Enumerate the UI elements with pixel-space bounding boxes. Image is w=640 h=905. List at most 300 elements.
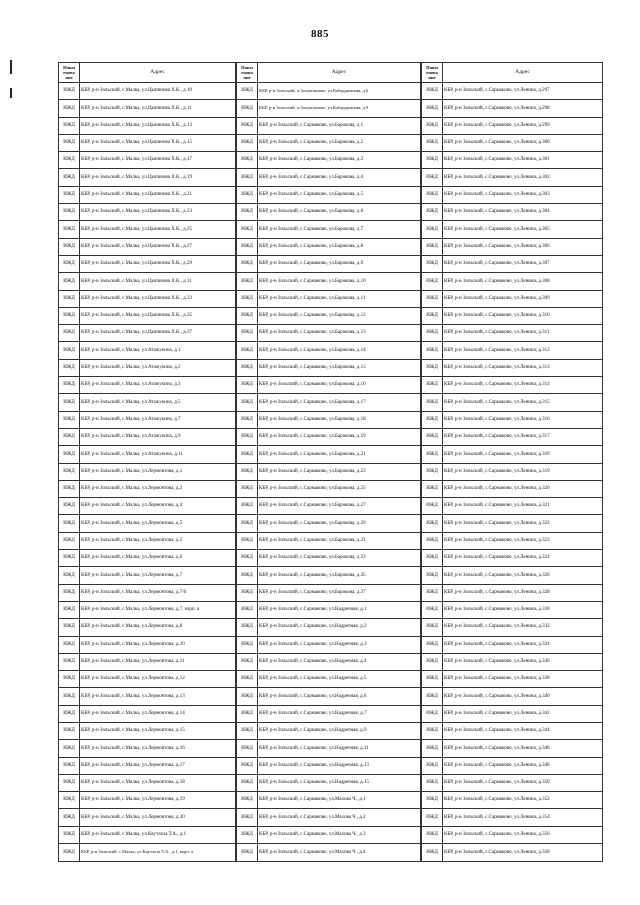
table-row bbox=[59, 221, 236, 238]
object-type-cell: ИЖД bbox=[59, 809, 80, 826]
table-row bbox=[59, 844, 236, 862]
object-type-cell: ИЖД bbox=[422, 532, 443, 549]
object-type-cell: ИЖД bbox=[237, 498, 258, 515]
object-type-cell: ИЖД bbox=[59, 152, 80, 169]
address-cell: КБР, р-н Зольский, с.Малка, ул.Цыпинова Х.К., д.13 bbox=[80, 117, 236, 134]
object-type-cell: ИЖД bbox=[422, 325, 443, 342]
object-type-cell: ИЖД bbox=[59, 722, 80, 739]
object-type-cell: ИЖД bbox=[59, 550, 80, 567]
table-row bbox=[59, 186, 236, 203]
object-type-cell: ИЖД bbox=[237, 463, 258, 480]
address-cell: КБР, р-н Зольский, с.Сармаково, ул.Надречная, д.5 bbox=[258, 671, 421, 688]
address-cell: КБР, р-н Зольский, с.Сармаково, ул.Ленина, д.312 bbox=[443, 342, 603, 359]
address-cell: КБР, р-н Зольский, с.Сармаково, ул.Барокова, д.5 bbox=[258, 186, 421, 203]
margin-mark bbox=[10, 60, 12, 74]
object-type-cell: ИЖД bbox=[237, 134, 258, 151]
object-type-cell: ИЖД bbox=[237, 238, 258, 255]
address-cell: КБР, р-н Зольский, с.Сармаково, ул.Барокова, д.33 bbox=[258, 550, 421, 567]
address-cell: КБР, р-н Зольский, с.Сармаково, ул.Барокова, д.25 bbox=[258, 480, 421, 497]
object-type-cell: ИЖД bbox=[237, 515, 258, 532]
address-cell: КБР, р-н Зольский, с.Сармаково, ул.Ленина, д.318 bbox=[443, 446, 603, 463]
object-type-cell: ИЖД bbox=[422, 394, 443, 411]
address-cell: КБР, р-н Зольский, с.Сармаково, ул.Ленина, д.334 bbox=[443, 636, 603, 653]
address-cell: КБР, р-н Зольский, с.Сармаково, ул.Барокова, д.10 bbox=[258, 273, 421, 290]
table-row bbox=[422, 325, 603, 342]
address-cell: КБР, р-н Зольский, с.Малка, ул.Цыпинова Х.К., д.35 bbox=[80, 307, 236, 324]
address-cell: КБР, р-н Зольский, с.Сармаково, ул.Ленина, д.326 bbox=[443, 567, 603, 584]
address-cell: КБР, р-н Зольский, с.Сармаково, ул.Барокова, д.8 bbox=[258, 238, 421, 255]
address-cell: КБР, р-н Зольский, с.Сармаково, ул.Ленина, д.354 bbox=[443, 809, 603, 826]
object-type-cell: ИЖД bbox=[422, 307, 443, 324]
table-row bbox=[59, 238, 236, 255]
object-type-cell: ИЖД bbox=[59, 601, 80, 618]
address-cell: КБР, р-н Зольский, с.Сармаково, ул.Надречная, д.11 bbox=[258, 740, 421, 757]
address-cell: КБР, р-н Зольский, с.Сармаково, ул.Ленина, д.310 bbox=[443, 307, 603, 324]
object-type-cell: ИЖД bbox=[59, 619, 80, 636]
address-cell: КБР, р-н Зольский, с.Сармаково, ул.Надречная, д.6 bbox=[258, 688, 421, 705]
address-cell: КБР, р-н Зольский, с.Сармаково, ул.Барокова, д.3 bbox=[258, 152, 421, 169]
object-type-cell: ИЖД bbox=[422, 273, 443, 290]
table-row bbox=[237, 757, 421, 774]
object-type-cell: ИЖД bbox=[237, 480, 258, 497]
address-cell: КБР, р-н Зольский, п.Залукокоаже, ул.Кабардинская, д.9 bbox=[258, 100, 421, 117]
table-row bbox=[59, 359, 236, 376]
table-row bbox=[237, 152, 421, 169]
object-type-cell: ИЖД bbox=[237, 792, 258, 809]
margin-mark bbox=[10, 88, 12, 98]
address-cell: КБР, р-н Зольский, с.Сармаково, ул.Ленина, д.308 bbox=[443, 273, 603, 290]
table-row bbox=[59, 204, 236, 221]
table-row bbox=[59, 601, 236, 618]
object-type-cell: ИЖД bbox=[422, 117, 443, 134]
table-row bbox=[237, 619, 421, 636]
object-type-cell: ИЖД bbox=[59, 186, 80, 203]
table-row bbox=[422, 83, 603, 100]
object-type-cell: ИЖД bbox=[59, 636, 80, 653]
object-type-cell: ИЖД bbox=[237, 117, 258, 134]
object-type-cell: ИЖД bbox=[422, 601, 443, 618]
table-row bbox=[422, 774, 603, 791]
address-cell: КБР, р-н Зольский, с.Сармаково, ул.Барокова, д.16 bbox=[258, 377, 421, 394]
table-row bbox=[59, 342, 236, 359]
object-type-cell: ИЖД bbox=[422, 152, 443, 169]
address-cell: КБР, р-н Зольский, с.Сармаково, ул.Ленина, д.350 bbox=[443, 774, 603, 791]
object-type-cell: ИЖД bbox=[422, 83, 443, 100]
object-type-cell: ИЖД bbox=[59, 204, 80, 221]
address-cell: КБР, р-н Зольский, с.Сармаково, ул.Ленина, д.315 bbox=[443, 394, 603, 411]
address-cell: КБР, р-н Зольский, с.Сармаково, ул.Барокова, д.18 bbox=[258, 411, 421, 428]
object-type-cell: ИЖД bbox=[59, 584, 80, 601]
address-cell: КБР, р-н Зольский, с.Сармаково, ул.Ленина, д.328 bbox=[443, 584, 603, 601]
object-type-cell: ИЖД bbox=[59, 463, 80, 480]
table-row bbox=[237, 844, 421, 862]
object-type-cell: ИЖД bbox=[422, 740, 443, 757]
type-column-header: Наим енова ние bbox=[237, 63, 258, 83]
object-type-cell: ИЖД bbox=[237, 705, 258, 722]
address-cell: КБР, р-н Зольский, с.Сармаково, ул.Махова Ч., д.1 bbox=[258, 792, 421, 809]
object-type-cell: ИЖД bbox=[422, 584, 443, 601]
table-row bbox=[422, 844, 603, 862]
object-type-cell: ИЖД bbox=[59, 359, 80, 376]
address-column-header: Адрес bbox=[80, 63, 236, 83]
table-row bbox=[422, 463, 603, 480]
address-cell: КБР, р-н Зольский, с.Малка, ул.Цыпинова Х.К., д.10 bbox=[80, 83, 236, 100]
address-cell: КБР, р-н Зольский, с.Сармаково, ул.Ленина, д.319 bbox=[443, 463, 603, 480]
object-type-cell: ИЖД bbox=[237, 359, 258, 376]
table-row bbox=[237, 498, 421, 515]
address-cell: КБР, р-н Зольский, с.Малка, ул.Цыпинова Х.К., д.19 bbox=[80, 169, 236, 186]
table-row bbox=[59, 411, 236, 428]
object-type-cell: ИЖД bbox=[59, 342, 80, 359]
object-type-cell: ИЖД bbox=[237, 671, 258, 688]
table-row bbox=[422, 550, 603, 567]
address-cell: КБР, р-н Зольский, с.Сармаково, ул.Ленина, д.297 bbox=[443, 83, 603, 100]
address-cell: КБР, р-н Зольский, с.Сармаково, ул.Ленина, д.314 bbox=[443, 377, 603, 394]
table-row bbox=[422, 722, 603, 739]
address-cell: КБР, р-н Зольский, с.Малка, ул.Цыпинова Х.К., д.29 bbox=[80, 255, 236, 272]
address-cell: КБР, р-н Зольский, с.Малка, ул.Атажукина, д.11 bbox=[80, 446, 236, 463]
table-row bbox=[422, 377, 603, 394]
address-cell: КБР, р-н Зольский, с.Сармаково, ул.Барокова, д.27 bbox=[258, 498, 421, 515]
address-cell: КБР, р-н Зольский, с.Малка, ул.Лермонтова, д.13 bbox=[80, 688, 236, 705]
table-row bbox=[237, 636, 421, 653]
address-column-header: Адрес bbox=[443, 63, 603, 83]
address-cell: КБР, р-н Зольский, с.Сармаково, ул.Ленина, д.317 bbox=[443, 428, 603, 445]
address-cell: КБР, р-н Зольский, с.Сармаково, ул.Ленина, д.306 bbox=[443, 238, 603, 255]
address-cell: КБР, р-н Зольский, с.Сармаково, ул.Ленина, д.342 bbox=[443, 705, 603, 722]
table-row bbox=[237, 463, 421, 480]
table-row bbox=[422, 757, 603, 774]
object-type-cell: ИЖД bbox=[59, 705, 80, 722]
address-cell: КБР, р-н Зольский, п.Залукокоаже, ул.Кабардинская, д.6 bbox=[258, 83, 421, 100]
table-row bbox=[422, 567, 603, 584]
table-row bbox=[422, 792, 603, 809]
table-row bbox=[422, 221, 603, 238]
address-cell: КБР, р-н Зольский, с.Сармаково, ул.Надречная, д.9 bbox=[258, 722, 421, 739]
object-type-cell: ИЖД bbox=[59, 255, 80, 272]
object-type-cell: ИЖД bbox=[422, 446, 443, 463]
address-cell: КБР, р-н Зольский, с.Малка, ул.Лермонтова, д.6 bbox=[80, 550, 236, 567]
address-cell: КБР, р-н Зольский, с.Сармаково, ул.Барокова, д.11 bbox=[258, 290, 421, 307]
object-type-cell: ИЖД bbox=[237, 757, 258, 774]
address-cell: КБР, р-н Зольский, с.Малка, ул.Цыпинова Х.К., д.27 bbox=[80, 238, 236, 255]
object-type-cell: ИЖД bbox=[237, 722, 258, 739]
address-cell: КБР, р-н Зольский, с.Сармаково, ул.Барокова, д.23 bbox=[258, 463, 421, 480]
object-type-cell: ИЖД bbox=[59, 653, 80, 670]
address-cell: КБР, р-н Зольский, с.Сармаково, ул.Надречная, д.2 bbox=[258, 619, 421, 636]
table-row bbox=[59, 428, 236, 445]
table-row bbox=[237, 204, 421, 221]
object-type-cell: ИЖД bbox=[422, 169, 443, 186]
table-row bbox=[237, 705, 421, 722]
address-cell: КБР, р-н Зольский, с.Сармаково, ул.Барокова, д.13 bbox=[258, 325, 421, 342]
object-type-cell: ИЖД bbox=[59, 688, 80, 705]
address-cell: КБР, р-н Зольский, с.Сармаково, ул.Ленина, д.340 bbox=[443, 688, 603, 705]
table-row bbox=[237, 653, 421, 670]
table-row bbox=[422, 532, 603, 549]
table-row bbox=[59, 653, 236, 670]
object-type-cell: ИЖД bbox=[422, 100, 443, 117]
table-row bbox=[59, 394, 236, 411]
address-cell: КБР, р-н Зольский, с.Сармаково, ул.Ленина, д.358 bbox=[443, 844, 603, 862]
address-cell: КБР, р-н Зольский, с.Сармаково, ул.Надречная, д.13 bbox=[258, 757, 421, 774]
address-cell: КБР, р-н Зольский, с.Сармаково, ул.Ленина, д.332 bbox=[443, 619, 603, 636]
table-row bbox=[422, 359, 603, 376]
address-cell: КБР, р-н Зольский, с.Сармаково, ул.Барокова, д.6 bbox=[258, 204, 421, 221]
address-cell: КБР, р-н Зольский, с.Сармаково, ул.Ленина, д.348 bbox=[443, 757, 603, 774]
address-cell: КБР, р-н Зольский, с.Сармаково, ул.Надречная, д.3 bbox=[258, 636, 421, 653]
table-row bbox=[422, 169, 603, 186]
object-type-cell: ИЖД bbox=[237, 774, 258, 791]
table-row bbox=[59, 774, 236, 791]
table-row bbox=[237, 774, 421, 791]
table-row bbox=[422, 584, 603, 601]
table-row bbox=[237, 134, 421, 151]
table-row bbox=[422, 273, 603, 290]
object-type-cell: ИЖД bbox=[422, 342, 443, 359]
object-type-cell: ИЖД bbox=[237, 653, 258, 670]
table-header-row bbox=[422, 63, 603, 83]
address-cell: КБР, р-н Зольский, с.Сармаково, ул.Ленина, д.311 bbox=[443, 325, 603, 342]
address-cell: КБР, р-н Зольский, с.Сармаково, ул.Барокова, д.21 bbox=[258, 446, 421, 463]
table-row bbox=[422, 100, 603, 117]
address-cell: КБР, р-н Зольский, с.Малка, ул.Лермонтова, д.18 bbox=[80, 774, 236, 791]
table-row bbox=[237, 740, 421, 757]
object-type-cell: ИЖД bbox=[237, 619, 258, 636]
address-cell: КБР, р-н Зольский, с.Малка, ул.Лермонтова, д.17 bbox=[80, 757, 236, 774]
table-row bbox=[59, 792, 236, 809]
object-type-cell: ИЖД bbox=[59, 740, 80, 757]
table-row bbox=[59, 290, 236, 307]
object-type-cell: ИЖД bbox=[422, 221, 443, 238]
object-type-cell: ИЖД bbox=[237, 550, 258, 567]
object-type-cell: ИЖД bbox=[237, 584, 258, 601]
object-type-cell: ИЖД bbox=[59, 792, 80, 809]
table-row bbox=[59, 671, 236, 688]
table-row bbox=[422, 826, 603, 843]
address-cell: КБР, р-н Зольский, с.Сармаково, ул.Барокова, д.15 bbox=[258, 359, 421, 376]
address-cell: КБР, р-н Зольский, с.Сармаково, ул.Махова Ч., д.2 bbox=[258, 809, 421, 826]
table-row bbox=[237, 255, 421, 272]
table-row bbox=[422, 238, 603, 255]
table-row bbox=[422, 204, 603, 221]
table-row bbox=[59, 757, 236, 774]
table-row bbox=[59, 480, 236, 497]
object-type-cell: ИЖД bbox=[59, 498, 80, 515]
table-row bbox=[237, 515, 421, 532]
table-row bbox=[237, 446, 421, 463]
object-type-cell: ИЖД bbox=[59, 480, 80, 497]
table-row bbox=[237, 186, 421, 203]
object-type-cell: ИЖД bbox=[237, 83, 258, 100]
table-row bbox=[237, 532, 421, 549]
object-type-cell: ИЖД bbox=[59, 100, 80, 117]
object-type-cell: ИЖД bbox=[422, 722, 443, 739]
object-type-cell: ИЖД bbox=[422, 428, 443, 445]
address-cell: КБР, р-н Зольский, с.Сармаково, ул.Ленина, д.304 bbox=[443, 204, 603, 221]
table-row bbox=[59, 688, 236, 705]
table-row bbox=[422, 619, 603, 636]
object-type-cell: ИЖД bbox=[237, 221, 258, 238]
object-type-cell: ИЖД bbox=[422, 550, 443, 567]
table-row bbox=[59, 83, 236, 100]
object-type-cell: ИЖД bbox=[237, 688, 258, 705]
object-type-cell: ИЖД bbox=[422, 238, 443, 255]
table-row bbox=[237, 722, 421, 739]
table-row bbox=[422, 342, 603, 359]
table-row bbox=[237, 238, 421, 255]
address-cell: КБР, р-н Зольский, с.Малка, ул.Атажукина, д.9 bbox=[80, 428, 236, 445]
address-cell: КБР, р-н Зольский, с.Малка, ул.Лермонтова, д.11 bbox=[80, 653, 236, 670]
object-type-cell: ИЖД bbox=[422, 844, 443, 862]
table-row bbox=[59, 619, 236, 636]
object-type-cell: ИЖД bbox=[237, 446, 258, 463]
table-row bbox=[59, 273, 236, 290]
table-row bbox=[237, 688, 421, 705]
table-row bbox=[422, 515, 603, 532]
object-type-cell: ИЖД bbox=[59, 428, 80, 445]
table-row bbox=[59, 307, 236, 324]
address-cell: КБР, р-н Зольский, с.Сармаково, ул.Барокова, д.29 bbox=[258, 515, 421, 532]
table-row bbox=[237, 428, 421, 445]
object-type-cell: ИЖД bbox=[237, 394, 258, 411]
table-row bbox=[422, 186, 603, 203]
table-row bbox=[237, 480, 421, 497]
table-row bbox=[59, 100, 236, 117]
address-cell: КБР, р-н Зольский, с.Сармаково, ул.Ленина, д.313 bbox=[443, 359, 603, 376]
table-row bbox=[237, 809, 421, 826]
address-column-header: Адрес bbox=[258, 63, 421, 83]
object-type-cell: ИЖД bbox=[237, 636, 258, 653]
address-cell: КБР, р-н Зольский, с.Сармаково, ул.Махова Ч., д.3 bbox=[258, 826, 421, 843]
object-type-cell: ИЖД bbox=[59, 325, 80, 342]
address-cell: КБР, р-н Зольский, с.Сармаково, ул.Барокова, д.14 bbox=[258, 342, 421, 359]
object-type-cell: ИЖД bbox=[59, 83, 80, 100]
object-type-cell: ИЖД bbox=[59, 134, 80, 151]
table-row bbox=[59, 722, 236, 739]
address-cell: КБР, р-н Зольский, с.Сармаково, ул.Надречная, д.7 bbox=[258, 705, 421, 722]
address-cell: КБР, р-н Зольский, с.Сармаково, ул.Ленина, д.305 bbox=[443, 221, 603, 238]
object-type-cell: ИЖД bbox=[422, 480, 443, 497]
table-row bbox=[59, 463, 236, 480]
table-row bbox=[422, 636, 603, 653]
object-type-cell: ИЖД bbox=[422, 636, 443, 653]
address-cell: КБР, р-н Зольский, с.Сармаково, ул.Ленина, д.352 bbox=[443, 792, 603, 809]
table-row bbox=[59, 550, 236, 567]
address-cell: КБР, р-н Зольский, с.Сармаково, ул.Барокова, д.1 bbox=[258, 117, 421, 134]
table-row bbox=[422, 411, 603, 428]
address-cell: КБР, р-н Зольский, с.Малка, ул.Цыпинова Х.К., д.33 bbox=[80, 290, 236, 307]
address-cell: КБР, р-н Зольский, с.Малка, ул.Цыпинова Х.К., д.23 bbox=[80, 204, 236, 221]
address-cell: КБР, р-н Зольский, с.Малка, ул.Цыпинова Х.К., д.21 bbox=[80, 186, 236, 203]
address-cell: КБР, р-н Зольский, с.Малка, ул.Лермонтова, д.3 bbox=[80, 498, 236, 515]
object-type-cell: ИЖД bbox=[59, 238, 80, 255]
address-cell: КБР, р-н Зольский, с.Сармаково, ул.Ленина, д.302 bbox=[443, 169, 603, 186]
object-type-cell: ИЖД bbox=[59, 446, 80, 463]
address-cell: КБР, р-н Зольский, с.Сармаково, ул.Ленина, д.300 bbox=[443, 134, 603, 151]
object-type-cell: ИЖД bbox=[59, 411, 80, 428]
address-cell: КБР, р-н Зольский, с.Сармаково, ул.Ленина, д.301 bbox=[443, 152, 603, 169]
address-cell: КБР, р-н Зольский, с.Малка, ул.Кяутлоза Т.А., д.1, корп. а bbox=[80, 844, 236, 862]
object-type-cell: ИЖД bbox=[237, 186, 258, 203]
table-row bbox=[59, 584, 236, 601]
table-row bbox=[422, 117, 603, 134]
address-cell: КБР, р-н Зольский, с.Малка, ул.Цыпинова Х.К., д.25 bbox=[80, 221, 236, 238]
table-row bbox=[237, 100, 421, 117]
address-cell: КБР, р-н Зольский, с.Сармаково, ул.Барокова, д.2 bbox=[258, 134, 421, 151]
object-type-cell: ИЖД bbox=[422, 463, 443, 480]
table-row bbox=[237, 290, 421, 307]
address-cell: КБР, р-н Зольский, с.Сармаково, ул.Ленина, д.322 bbox=[443, 515, 603, 532]
table-row bbox=[422, 307, 603, 324]
table-row bbox=[59, 826, 236, 843]
address-cell: КБР, р-н Зольский, с.Сармаково, ул.Барокова, д.31 bbox=[258, 532, 421, 549]
address-cell: КБР, р-н Зольский, с.Малка, ул.Лермонтова, д.5 bbox=[80, 515, 236, 532]
table-row bbox=[422, 134, 603, 151]
table-row bbox=[422, 290, 603, 307]
table-row bbox=[422, 255, 603, 272]
table-row bbox=[422, 601, 603, 618]
object-type-cell: ИЖД bbox=[237, 325, 258, 342]
table-row bbox=[237, 117, 421, 134]
table-row bbox=[237, 567, 421, 584]
object-type-cell: ИЖД bbox=[237, 169, 258, 186]
object-type-cell: ИЖД bbox=[237, 567, 258, 584]
object-type-cell: ИЖД bbox=[59, 394, 80, 411]
object-type-cell: ИЖД bbox=[59, 117, 80, 134]
table-row bbox=[237, 671, 421, 688]
object-type-cell: ИЖД bbox=[422, 498, 443, 515]
object-type-cell: ИЖД bbox=[422, 134, 443, 151]
address-cell: КБР, р-н Зольский, с.Малка, ул.Атажукина, д.2 bbox=[80, 359, 236, 376]
address-cell: КБР, р-н Зольский, с.Сармаково, ул.Барокова, д.19 bbox=[258, 428, 421, 445]
table-row bbox=[422, 428, 603, 445]
table-row bbox=[59, 809, 236, 826]
address-cell: КБР, р-н Зольский, с.Сармаково, ул.Ленина, д.316 bbox=[443, 411, 603, 428]
object-type-cell: ИЖД bbox=[422, 671, 443, 688]
address-register bbox=[58, 62, 603, 862]
address-cell: КБР, р-н Зольский, с.Сармаково, ул.Ленина, д.324 bbox=[443, 550, 603, 567]
object-type-cell: ИЖД bbox=[59, 532, 80, 549]
address-cell: КБР, р-н Зольский, с.Малка, ул.Лермонтова, д.12 bbox=[80, 671, 236, 688]
address-cell: КБР, р-н Зольский, с.Сармаково, ул.Барокова, д.7 bbox=[258, 221, 421, 238]
register-table-1 bbox=[58, 62, 236, 862]
table-row bbox=[422, 688, 603, 705]
address-cell: КБР, р-н Зольский, с.Сармаково, ул.Ленина, д.330 bbox=[443, 601, 603, 618]
address-cell: КБР, р-н Зольский, с.Малка, ул.Цыпинова Х.К., д.15 bbox=[80, 134, 236, 151]
address-cell: КБР, р-н Зольский, с.Сармаково, ул.Ленина, д.336 bbox=[443, 653, 603, 670]
table-row bbox=[237, 307, 421, 324]
table-row bbox=[237, 411, 421, 428]
register-table-3 bbox=[421, 62, 603, 862]
object-type-cell: ИЖД bbox=[59, 826, 80, 843]
table-row bbox=[237, 342, 421, 359]
type-column-header: Наим енова ние bbox=[422, 63, 443, 83]
address-cell: КБР, р-н Зольский, с.Сармаково, ул.Ленина, д.303 bbox=[443, 186, 603, 203]
object-type-cell: ИЖД bbox=[237, 273, 258, 290]
table-row bbox=[237, 826, 421, 843]
table-row bbox=[237, 273, 421, 290]
object-type-cell: ИЖД bbox=[422, 567, 443, 584]
object-type-cell: ИЖД bbox=[422, 688, 443, 705]
table-row bbox=[59, 498, 236, 515]
object-type-cell: ИЖД bbox=[422, 186, 443, 203]
register-table-2 bbox=[236, 62, 421, 862]
object-type-cell: ИЖД bbox=[422, 792, 443, 809]
address-cell: КБР, р-н Зольский, с.Малка, ул.Атажукина, д.3 bbox=[80, 377, 236, 394]
address-cell: КБР, р-н Зольский, с.Сармаково, ул.Барокова, д.37 bbox=[258, 584, 421, 601]
address-cell: КБР, р-н Зольский, с.Малка, ул.Цыпинова Х.К., д.11 bbox=[80, 100, 236, 117]
